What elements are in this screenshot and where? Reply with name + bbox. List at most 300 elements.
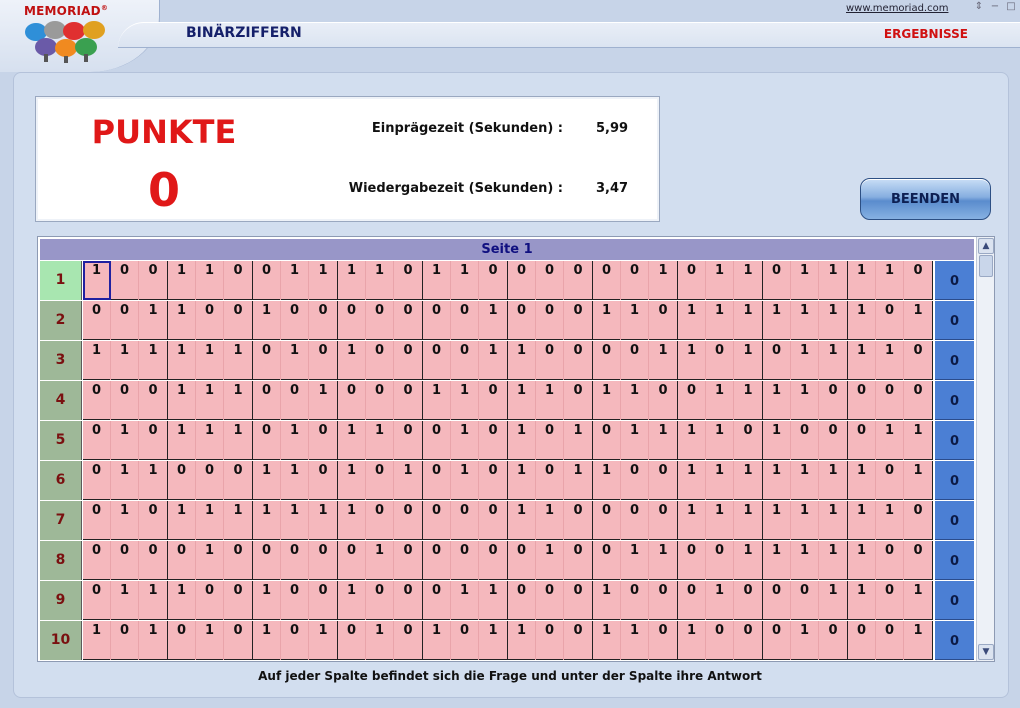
- digit-cell[interactable]: [451, 301, 479, 340]
- digit-cell[interactable]: [309, 541, 337, 580]
- digit-cell[interactable]: [83, 541, 111, 580]
- digit-cell[interactable]: [536, 581, 564, 620]
- digit-cell[interactable]: [819, 261, 847, 300]
- digit-cell[interactable]: [706, 621, 734, 660]
- digit-cell[interactable]: [479, 381, 507, 420]
- digit-cell[interactable]: [309, 581, 337, 620]
- digit-cell[interactable]: [791, 301, 819, 340]
- digit-cell[interactable]: [224, 301, 252, 340]
- digit-cell[interactable]: [111, 381, 139, 420]
- digit-cell[interactable]: [876, 341, 904, 380]
- digit-cell[interactable]: [621, 341, 649, 380]
- digit-cell[interactable]: [678, 421, 706, 460]
- digit-cell[interactable]: [338, 261, 366, 300]
- digit-cell[interactable]: [281, 421, 309, 460]
- digit-cell[interactable]: [678, 301, 706, 340]
- digit-cell[interactable]: [253, 341, 281, 380]
- digit-cell[interactable]: [423, 621, 451, 660]
- digit-cell[interactable]: [309, 261, 337, 300]
- digit-cell[interactable]: [168, 581, 196, 620]
- digit-cell[interactable]: [734, 341, 762, 380]
- digit-cell[interactable]: [593, 341, 621, 380]
- digit-cell[interactable]: [593, 461, 621, 500]
- digit-cell[interactable]: [763, 421, 791, 460]
- digit-cell[interactable]: [508, 501, 536, 540]
- digit-cell[interactable]: [734, 301, 762, 340]
- digit-cell[interactable]: [536, 381, 564, 420]
- digit-cell[interactable]: [139, 621, 167, 660]
- digit-cell[interactable]: [366, 501, 394, 540]
- digit-cell[interactable]: [678, 581, 706, 620]
- digit-cell[interactable]: [876, 501, 904, 540]
- digit-cell[interactable]: [848, 341, 876, 380]
- digit-cell[interactable]: [196, 421, 224, 460]
- digit-cell[interactable]: [621, 301, 649, 340]
- digit-cell[interactable]: [763, 381, 791, 420]
- digit-cell[interactable]: [281, 261, 309, 300]
- row-number[interactable]: 1: [40, 261, 82, 300]
- digit-cell[interactable]: [451, 621, 479, 660]
- digit-cell[interactable]: [621, 621, 649, 660]
- digit-cell[interactable]: [819, 461, 847, 500]
- digit-cell[interactable]: [848, 381, 876, 420]
- digit-cell[interactable]: [451, 461, 479, 500]
- digit-cell[interactable]: [168, 261, 196, 300]
- digit-cell[interactable]: [536, 261, 564, 300]
- digit-cell[interactable]: [904, 341, 932, 380]
- digit-cell[interactable]: [479, 621, 507, 660]
- digit-cell[interactable]: [706, 381, 734, 420]
- digit-cell[interactable]: [111, 541, 139, 580]
- digit-cell[interactable]: [593, 621, 621, 660]
- digit-cell[interactable]: [791, 381, 819, 420]
- digit-cell[interactable]: [564, 381, 592, 420]
- digit-cell[interactable]: [876, 541, 904, 580]
- digit-cell[interactable]: [564, 621, 592, 660]
- digit-cell[interactable]: [479, 501, 507, 540]
- digit-cell[interactable]: [139, 581, 167, 620]
- digit-cell[interactable]: [763, 501, 791, 540]
- digit-cell[interactable]: [366, 461, 394, 500]
- digit-cell[interactable]: [791, 541, 819, 580]
- digit-cell[interactable]: [423, 541, 451, 580]
- digit-cell[interactable]: [479, 421, 507, 460]
- digit-cell[interactable]: [564, 581, 592, 620]
- digit-cell[interactable]: [508, 341, 536, 380]
- digit-cell[interactable]: [734, 501, 762, 540]
- digit-cell[interactable]: [139, 501, 167, 540]
- digit-cell[interactable]: [83, 581, 111, 620]
- row-number[interactable]: 3: [40, 341, 82, 380]
- digit-cell[interactable]: [706, 501, 734, 540]
- digit-cell[interactable]: [338, 461, 366, 500]
- digit-cell[interactable]: [536, 621, 564, 660]
- digit-cell[interactable]: [423, 461, 451, 500]
- digit-cell[interactable]: [224, 621, 252, 660]
- digit-cell[interactable]: [734, 581, 762, 620]
- digit-cell[interactable]: [479, 541, 507, 580]
- digit-cell[interactable]: [83, 381, 111, 420]
- digit-cell[interactable]: [706, 261, 734, 300]
- digit-cell[interactable]: [649, 461, 677, 500]
- digit-cell[interactable]: [168, 421, 196, 460]
- digit-cell[interactable]: [338, 541, 366, 580]
- digit-cell[interactable]: [904, 541, 932, 580]
- digit-cell[interactable]: [536, 541, 564, 580]
- digit-cell[interactable]: [253, 621, 281, 660]
- digit-cell[interactable]: [253, 461, 281, 500]
- digit-cell[interactable]: [394, 621, 422, 660]
- digit-cell[interactable]: [139, 261, 167, 300]
- row-number[interactable]: 10: [40, 621, 82, 660]
- digit-cell[interactable]: [649, 541, 677, 580]
- digit-cell[interactable]: [593, 421, 621, 460]
- digit-cell[interactable]: [394, 261, 422, 300]
- digit-cell[interactable]: [253, 261, 281, 300]
- row-number[interactable]: 4: [40, 381, 82, 420]
- scroll-thumb[interactable]: [979, 255, 993, 277]
- digit-cell[interactable]: [423, 381, 451, 420]
- digit-cell[interactable]: [734, 541, 762, 580]
- digit-cell[interactable]: [876, 461, 904, 500]
- digit-cell[interactable]: [536, 421, 564, 460]
- digit-cell[interactable]: [593, 501, 621, 540]
- digit-cell[interactable]: [678, 461, 706, 500]
- digit-cell[interactable]: [168, 461, 196, 500]
- digit-cell[interactable]: [564, 421, 592, 460]
- digit-cell[interactable]: [196, 621, 224, 660]
- scroll-up-icon[interactable]: ▲: [978, 238, 994, 254]
- digit-cell[interactable]: [593, 381, 621, 420]
- digit-cell[interactable]: [678, 541, 706, 580]
- digit-cell[interactable]: [394, 341, 422, 380]
- digit-cell[interactable]: [734, 381, 762, 420]
- digit-cell[interactable]: [338, 501, 366, 540]
- digit-cell[interactable]: [224, 541, 252, 580]
- digit-cell[interactable]: [876, 381, 904, 420]
- digit-cell[interactable]: [734, 621, 762, 660]
- row-number[interactable]: 9: [40, 581, 82, 620]
- row-number[interactable]: 2: [40, 301, 82, 340]
- digit-cell[interactable]: [451, 421, 479, 460]
- digit-cell[interactable]: [139, 301, 167, 340]
- digit-cell[interactable]: [253, 541, 281, 580]
- digit-cell[interactable]: [734, 461, 762, 500]
- digit-cell[interactable]: [593, 581, 621, 620]
- digit-cell[interactable]: [763, 341, 791, 380]
- digit-cell[interactable]: [139, 381, 167, 420]
- digit-cell[interactable]: [451, 541, 479, 580]
- digit-cell[interactable]: [338, 581, 366, 620]
- digit-cell[interactable]: [791, 261, 819, 300]
- digit-cell[interactable]: [621, 541, 649, 580]
- digit-cell[interactable]: [508, 261, 536, 300]
- digit-cell[interactable]: [734, 261, 762, 300]
- digit-cell[interactable]: [139, 541, 167, 580]
- digit-cell[interactable]: [168, 501, 196, 540]
- digit-cell[interactable]: [139, 461, 167, 500]
- digit-cell[interactable]: [678, 341, 706, 380]
- digit-cell[interactable]: [423, 501, 451, 540]
- digit-cell[interactable]: [621, 261, 649, 300]
- digit-cell[interactable]: [394, 581, 422, 620]
- digit-cell[interactable]: [281, 621, 309, 660]
- digit-cell[interactable]: [876, 621, 904, 660]
- digit-cell[interactable]: [83, 341, 111, 380]
- digit-cell[interactable]: [791, 461, 819, 500]
- digit-cell[interactable]: [309, 621, 337, 660]
- digit-cell[interactable]: [139, 421, 167, 460]
- digit-cell[interactable]: [848, 581, 876, 620]
- digit-cell[interactable]: [763, 301, 791, 340]
- digit-cell[interactable]: [508, 461, 536, 500]
- digit-cell[interactable]: [281, 341, 309, 380]
- digit-cell[interactable]: [904, 461, 932, 500]
- digit-cell[interactable]: [706, 421, 734, 460]
- digit-cell[interactable]: [904, 301, 932, 340]
- results-tab[interactable]: ERGEBNISSE: [883, 27, 968, 41]
- digit-cell[interactable]: [678, 381, 706, 420]
- maximize-icon[interactable]: □: [1006, 1, 1016, 12]
- row-number[interactable]: 6: [40, 461, 82, 500]
- digit-cell[interactable]: [224, 501, 252, 540]
- digit-cell[interactable]: [451, 381, 479, 420]
- digit-cell[interactable]: [536, 341, 564, 380]
- digit-cell[interactable]: [564, 541, 592, 580]
- digit-cell[interactable]: [168, 301, 196, 340]
- digit-cell[interactable]: [536, 301, 564, 340]
- digit-cell[interactable]: [904, 381, 932, 420]
- digit-cell[interactable]: [224, 341, 252, 380]
- digit-cell[interactable]: [819, 581, 847, 620]
- digit-cell[interactable]: [111, 301, 139, 340]
- digit-cell[interactable]: [366, 421, 394, 460]
- digit-cell[interactable]: [848, 461, 876, 500]
- digit-cell[interactable]: [394, 501, 422, 540]
- digit-cell[interactable]: [763, 581, 791, 620]
- digit-cell[interactable]: [196, 341, 224, 380]
- digit-cell[interactable]: [253, 381, 281, 420]
- website-link[interactable]: www.memoriad.com: [846, 3, 949, 14]
- digit-cell[interactable]: [678, 621, 706, 660]
- digit-cell[interactable]: [281, 541, 309, 580]
- digit-cell[interactable]: [253, 421, 281, 460]
- digit-cell[interactable]: [423, 301, 451, 340]
- digit-cell[interactable]: [649, 341, 677, 380]
- digit-cell[interactable]: [593, 261, 621, 300]
- digit-cell[interactable]: [508, 581, 536, 620]
- digit-cell[interactable]: [479, 341, 507, 380]
- digit-cell[interactable]: [649, 381, 677, 420]
- digit-cell[interactable]: [253, 301, 281, 340]
- digit-cell[interactable]: [564, 461, 592, 500]
- digit-cell[interactable]: [904, 621, 932, 660]
- digit-cell[interactable]: [848, 621, 876, 660]
- digit-cell[interactable]: [309, 501, 337, 540]
- digit-cell[interactable]: [706, 581, 734, 620]
- digit-cell[interactable]: [904, 261, 932, 300]
- digit-cell[interactable]: [649, 501, 677, 540]
- digit-cell[interactable]: [451, 501, 479, 540]
- digit-cell[interactable]: [224, 421, 252, 460]
- digit-cell[interactable]: [564, 501, 592, 540]
- digit-cell[interactable]: [253, 501, 281, 540]
- digit-cell[interactable]: [649, 581, 677, 620]
- digit-cell[interactable]: [819, 541, 847, 580]
- digit-cell[interactable]: [168, 541, 196, 580]
- digit-cell[interactable]: [111, 501, 139, 540]
- digit-cell[interactable]: [876, 301, 904, 340]
- digit-cell[interactable]: [508, 301, 536, 340]
- digit-cell[interactable]: [196, 381, 224, 420]
- digit-cell[interactable]: [196, 501, 224, 540]
- digit-cell[interactable]: [196, 581, 224, 620]
- digit-cell[interactable]: [224, 581, 252, 620]
- digit-cell[interactable]: [451, 581, 479, 620]
- digit-cell[interactable]: [848, 301, 876, 340]
- digit-cell[interactable]: [706, 341, 734, 380]
- digit-cell[interactable]: [281, 581, 309, 620]
- digit-cell[interactable]: [423, 421, 451, 460]
- digit-cell[interactable]: [394, 461, 422, 500]
- digit-cell[interactable]: [706, 541, 734, 580]
- digit-cell[interactable]: [564, 301, 592, 340]
- digit-cell[interactable]: [621, 501, 649, 540]
- digit-cell[interactable]: [338, 341, 366, 380]
- digit-cell[interactable]: [564, 261, 592, 300]
- digit-cell[interactable]: [139, 341, 167, 380]
- digit-cell[interactable]: [819, 621, 847, 660]
- digit-cell[interactable]: [819, 341, 847, 380]
- digit-cell[interactable]: [281, 301, 309, 340]
- digit-cell[interactable]: [564, 341, 592, 380]
- digit-cell[interactable]: [224, 261, 252, 300]
- digit-cell[interactable]: [593, 541, 621, 580]
- row-number[interactable]: 7: [40, 501, 82, 540]
- digit-cell[interactable]: [621, 581, 649, 620]
- digit-cell[interactable]: [508, 621, 536, 660]
- digit-cell[interactable]: [763, 541, 791, 580]
- digit-cell[interactable]: [309, 341, 337, 380]
- digit-cell[interactable]: [83, 461, 111, 500]
- scroll-down-icon[interactable]: ▼: [978, 644, 994, 660]
- digit-cell[interactable]: [621, 421, 649, 460]
- digit-cell[interactable]: [83, 421, 111, 460]
- digit-cell[interactable]: [281, 381, 309, 420]
- digit-cell[interactable]: [848, 501, 876, 540]
- digit-cell[interactable]: [309, 461, 337, 500]
- resize-icon[interactable]: ⇕: [974, 1, 984, 12]
- digit-cell[interactable]: [621, 461, 649, 500]
- digit-cell[interactable]: [224, 381, 252, 420]
- digit-cell[interactable]: [366, 261, 394, 300]
- digit-cell[interactable]: [876, 261, 904, 300]
- digit-cell[interactable]: [168, 341, 196, 380]
- digit-cell[interactable]: [451, 341, 479, 380]
- digit-cell[interactable]: [479, 461, 507, 500]
- digit-cell[interactable]: [848, 541, 876, 580]
- digit-cell[interactable]: [876, 581, 904, 620]
- digit-cell[interactable]: [678, 501, 706, 540]
- digit-cell[interactable]: [394, 541, 422, 580]
- digit-cell[interactable]: [479, 301, 507, 340]
- digit-cell[interactable]: [848, 261, 876, 300]
- digit-cell[interactable]: [366, 621, 394, 660]
- digit-cell[interactable]: [819, 381, 847, 420]
- digit-cell[interactable]: [876, 421, 904, 460]
- digit-cell[interactable]: [819, 301, 847, 340]
- digit-cell[interactable]: [763, 621, 791, 660]
- digit-cell[interactable]: [83, 501, 111, 540]
- digit-cell[interactable]: [423, 261, 451, 300]
- vertical-scrollbar[interactable]: [976, 237, 994, 661]
- minimize-icon[interactable]: −: [990, 1, 1000, 12]
- digit-cell[interactable]: [196, 541, 224, 580]
- digit-cell[interactable]: [479, 581, 507, 620]
- digit-cell[interactable]: [904, 421, 932, 460]
- digit-cell[interactable]: [366, 581, 394, 620]
- digit-cell[interactable]: [366, 301, 394, 340]
- digit-cell[interactable]: [309, 381, 337, 420]
- digit-cell[interactable]: [168, 621, 196, 660]
- digit-cell[interactable]: [394, 301, 422, 340]
- digit-cell[interactable]: [763, 461, 791, 500]
- digit-cell[interactable]: [819, 501, 847, 540]
- digit-cell[interactable]: [508, 421, 536, 460]
- digit-cell[interactable]: [111, 581, 139, 620]
- digit-cell[interactable]: [338, 381, 366, 420]
- digit-cell[interactable]: [83, 621, 111, 660]
- digit-cell[interactable]: [819, 421, 847, 460]
- digit-cell[interactable]: [111, 261, 139, 300]
- digit-cell[interactable]: [168, 381, 196, 420]
- digit-cell[interactable]: [649, 261, 677, 300]
- digit-cell[interactable]: [309, 421, 337, 460]
- digit-cell[interactable]: [423, 581, 451, 620]
- digit-cell[interactable]: [83, 301, 111, 340]
- digit-cell[interactable]: [791, 621, 819, 660]
- digit-cell[interactable]: [904, 581, 932, 620]
- digit-cell[interactable]: [394, 381, 422, 420]
- digit-cell[interactable]: [394, 421, 422, 460]
- row-number[interactable]: 5: [40, 421, 82, 460]
- digit-cell[interactable]: [366, 541, 394, 580]
- digit-cell[interactable]: [848, 421, 876, 460]
- digit-cell[interactable]: [338, 421, 366, 460]
- digit-cell[interactable]: [281, 501, 309, 540]
- digit-cell[interactable]: [536, 461, 564, 500]
- digit-cell[interactable]: [338, 301, 366, 340]
- digit-cell[interactable]: [536, 501, 564, 540]
- digit-cell[interactable]: [366, 341, 394, 380]
- digit-cell[interactable]: [479, 261, 507, 300]
- row-number[interactable]: 8: [40, 541, 82, 580]
- digit-cell[interactable]: [649, 621, 677, 660]
- digit-cell[interactable]: [791, 501, 819, 540]
- digit-cell[interactable]: [111, 461, 139, 500]
- digit-cell[interactable]: [593, 301, 621, 340]
- digit-cell[interactable]: [734, 421, 762, 460]
- digit-cell[interactable]: [508, 381, 536, 420]
- digit-cell[interactable]: [196, 461, 224, 500]
- digit-cell[interactable]: [111, 341, 139, 380]
- digit-cell[interactable]: [423, 341, 451, 380]
- digit-cell[interactable]: [763, 261, 791, 300]
- digit-cell[interactable]: [253, 581, 281, 620]
- digit-cell[interactable]: [791, 421, 819, 460]
- digit-cell[interactable]: [366, 381, 394, 420]
- digit-cell[interactable]: [706, 461, 734, 500]
